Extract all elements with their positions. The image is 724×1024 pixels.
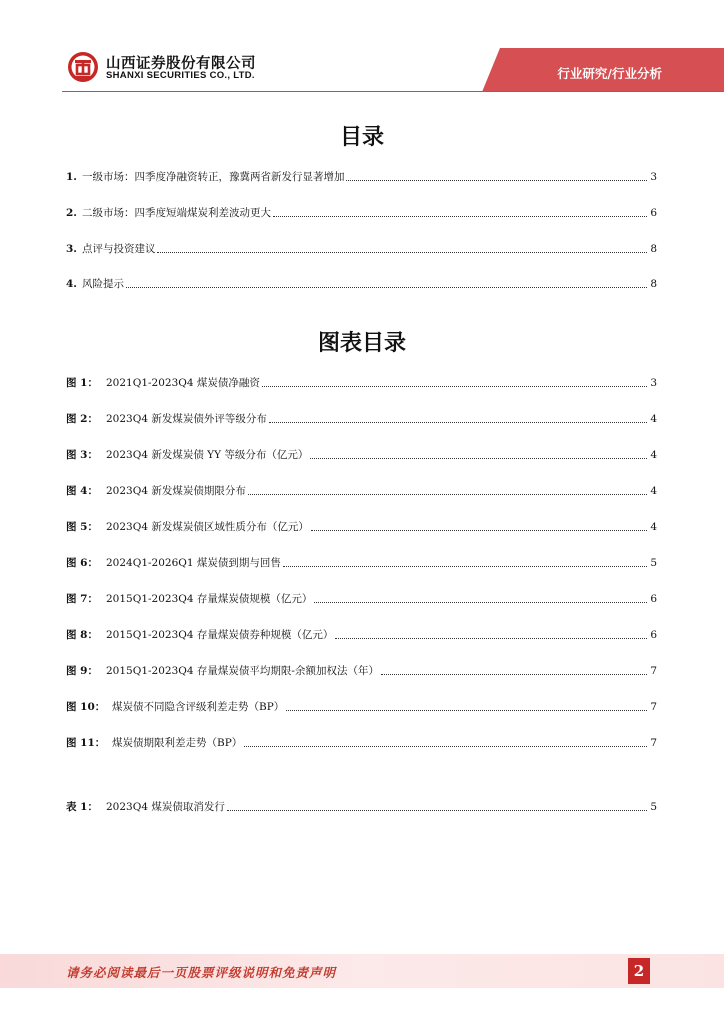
table-entry-label[interactable]: 2023Q4 煤炭债取消发行 (106, 801, 225, 813)
figure-entry[interactable] (66, 588, 657, 606)
figure-entry-number: 图 8： (66, 629, 98, 641)
figure-entry[interactable] (66, 660, 657, 678)
figure-entry-label[interactable]: 2015Q1-2023Q4 存量煤炭债规模（亿元） (106, 593, 313, 605)
leader-dots (310, 458, 647, 459)
figure-entry-label[interactable]: 2023Q4 新发煤炭债区域性质分布（亿元） (106, 521, 309, 533)
figure-entry-number: 图 11： (66, 737, 106, 749)
figure-entry-page: 3 (650, 377, 657, 389)
figure-entry-page: 4 (650, 521, 657, 533)
toc-entry-page: 8 (650, 243, 657, 255)
company-logo (66, 50, 326, 86)
page-number: 2 (628, 958, 650, 984)
figure-entry[interactable] (66, 408, 657, 426)
table-entry-number: 表 1： (66, 801, 98, 813)
figure-entry-label[interactable]: 2023Q4 新发煤炭债期限分布 (106, 485, 246, 497)
figure-entry[interactable] (66, 480, 657, 498)
toc-entry-page: 8 (650, 278, 657, 290)
figure-entry-number: 图 2： (66, 413, 98, 425)
figure-entry-label[interactable]: 2021Q1-2023Q4 煤炭债净融资 (106, 377, 260, 389)
figure-entry[interactable] (66, 516, 657, 534)
figure-entry-page: 4 (650, 449, 657, 461)
figures-toc-title: 图表目录 (317, 331, 406, 356)
leader-dots (227, 810, 647, 811)
figure-entry-number: 图 5： (66, 521, 98, 533)
header-divider (62, 91, 724, 92)
leader-dots (269, 422, 647, 423)
leader-dots (157, 252, 647, 253)
toc-entry-label[interactable]: 一级市场：四季度净融资转正，豫冀两省新发行显著增加 (81, 171, 345, 183)
figure-entry-number: 图 3： (66, 449, 98, 461)
leader-dots (311, 530, 647, 531)
figure-entry-label[interactable]: 2015Q1-2023Q4 存量煤炭债平均期限-余额加权法（年） (106, 665, 379, 677)
figure-entry-label[interactable]: 2023Q4 新发煤炭债外评等级分布 (106, 413, 267, 425)
shanxi-securities-logo-icon (66, 50, 100, 84)
leader-dots (314, 602, 647, 603)
figure-entry-page: 5 (650, 557, 657, 569)
figure-entry-number: 图 10： (66, 701, 106, 713)
table-entry[interactable] (66, 796, 657, 814)
figure-entry-page: 6 (650, 629, 657, 641)
figure-entry-label[interactable]: 煤炭债期限利差走势（BP） (112, 737, 243, 749)
toc-entry[interactable] (66, 273, 657, 291)
figure-entry-number: 图 7： (66, 593, 98, 605)
company-name-cn: 山西证券股份有限公司 (106, 56, 256, 72)
leader-dots (126, 287, 647, 288)
toc-entry-label[interactable]: 风险提示 (81, 278, 124, 290)
toc-entry[interactable] (66, 166, 657, 184)
company-name-en: SHANXI SECURITIES CO., LTD. (106, 70, 255, 81)
figure-entry-number: 图 1： (66, 377, 98, 389)
toc-title: 目录 (339, 125, 384, 150)
toc-entry-number: 3. (66, 243, 77, 255)
figure-entry[interactable] (66, 444, 657, 462)
toc-entry[interactable] (66, 202, 657, 220)
figure-entry-page: 4 (650, 485, 657, 497)
leader-dots (283, 566, 647, 567)
toc-entry-label[interactable]: 二级市场：四季度短端煤炭利差波动更大 (81, 207, 271, 219)
toc-entry-number: 2. (66, 207, 77, 219)
figure-entry-page: 7 (650, 701, 657, 713)
toc-entry-number: 4. (66, 278, 77, 290)
leader-dots (262, 386, 647, 387)
figure-entry-page: 6 (650, 593, 657, 605)
figure-entry-number: 图 6： (66, 557, 98, 569)
page-footer (0, 954, 724, 988)
figure-entry-label[interactable]: 2024Q1-2026Q1 煤炭债到期与回售 (106, 557, 281, 569)
leader-dots (381, 674, 647, 675)
disclaimer-text: 请务必阅读最后一页股票评级说明和免责声明 (66, 965, 337, 980)
toc-entry-number: 1. (66, 171, 77, 183)
figure-entry[interactable] (66, 732, 657, 750)
figure-entry-page: 7 (650, 737, 657, 749)
leader-dots (273, 216, 647, 217)
figure-entry[interactable] (66, 372, 657, 390)
toc-entry-page: 6 (650, 207, 657, 219)
leader-dots (248, 494, 647, 495)
leader-dots (346, 180, 647, 181)
figure-entry-page: 7 (650, 665, 657, 677)
toc-entry-label[interactable]: 点评与投资建议 (81, 243, 156, 255)
figure-entry[interactable] (66, 552, 657, 570)
toc-entry-page: 3 (650, 171, 657, 183)
figure-entry[interactable] (66, 624, 657, 642)
figure-entry-number: 图 4： (66, 485, 98, 497)
leader-dots (335, 638, 647, 639)
report-category: 行业研究/行业分析 (557, 66, 662, 81)
leader-dots (244, 746, 647, 747)
figure-entry-label[interactable]: 2015Q1-2023Q4 存量煤炭债券种规模（亿元） (106, 629, 334, 641)
figure-entry-label[interactable]: 煤炭债不同隐含评级利差走势（BP） (112, 701, 285, 713)
figure-entry[interactable] (66, 696, 657, 714)
figure-entry-page: 4 (650, 413, 657, 425)
leader-dots (286, 710, 647, 711)
table-entry-page: 5 (650, 801, 657, 813)
figure-entry-label[interactable]: 2023Q4 新发煤炭债 YY 等级分布（亿元） (106, 449, 309, 461)
figure-entry-number: 图 9： (66, 665, 98, 677)
toc-entry[interactable] (66, 238, 657, 256)
page-header (0, 0, 724, 100)
